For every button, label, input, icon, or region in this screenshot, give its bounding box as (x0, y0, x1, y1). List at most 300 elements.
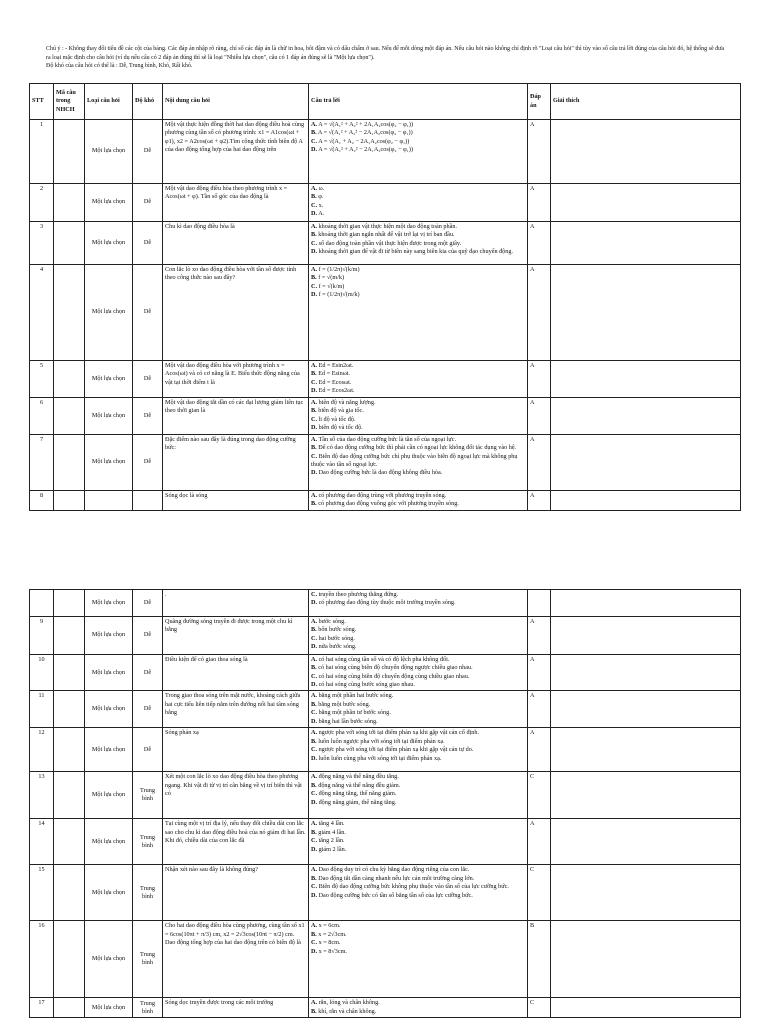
answer-option (311, 883, 525, 891)
table-row (30, 728, 741, 772)
row-correct-answer: A (528, 491, 551, 511)
answer-text: giảm 4 lần. (318, 828, 346, 836)
table-row (30, 921, 741, 998)
row-dokho: Trung bình (133, 772, 163, 819)
answer-text: Ed = Ecosωt. (318, 378, 352, 386)
answer-text: tăng 2 lần. (318, 837, 345, 845)
answer-label: C. (311, 282, 318, 290)
row-dokho: Dễ (133, 120, 163, 184)
row-loai: Một lựa chọn (85, 655, 133, 691)
instruction-line-2: Độ khó của câu hỏi có thể là : Dễ, Trung bình, Khó, Rất khó. (46, 63, 193, 70)
answer-text: ngược pha với sóng tới tại điểm phản xạ khi gặp vật cản tự do. (318, 746, 474, 754)
answer-label: D. (311, 717, 318, 725)
answer-text: khoảng thời gian vật thực hiện một dao động toàn phần. (318, 223, 457, 230)
answer-label: A. (311, 266, 318, 273)
answer-option (311, 820, 525, 828)
row-dokho: Dễ (133, 590, 163, 617)
row-loai: Một lựa chọn (85, 435, 133, 491)
answer-option (311, 656, 525, 664)
header-stt: STT (30, 84, 54, 120)
answer-label: B. (311, 828, 317, 836)
answer-option (311, 469, 525, 477)
row-question: Chu kì dao động điều hòa là (163, 222, 309, 265)
answer-option (311, 846, 525, 854)
row-answers (309, 921, 528, 998)
answer-option (311, 274, 525, 282)
answer-option (311, 892, 525, 900)
row-loai: Một lựa chọn (85, 590, 133, 617)
answer-text: có phương dao động tùy thuộc môi trường truyền sóng. (318, 599, 456, 607)
answer-option (311, 210, 525, 218)
answer-option (311, 729, 525, 737)
answer-text: có hai sóng cùng bước sóng giao nhau. (318, 681, 415, 689)
answer-label: A. (311, 121, 318, 128)
header-dokho: Độ khó (133, 84, 163, 120)
answer-label: D. (311, 599, 318, 607)
question-table-page-2 (29, 589, 741, 1018)
row-question: Một vật dao động tắt dần có các đại lượng giảm liên tục theo thời gian là (163, 398, 309, 435)
answer-text: có hai sóng cùng biên độ chuyển động ngược chiều giao nhau. (318, 664, 473, 672)
answer-text: khoảng thời gian ngắn nhất để vật trở lại vị trí ban đầu. (318, 231, 455, 239)
answer-text: x = 6cm. (318, 922, 341, 930)
table-row (30, 655, 741, 691)
answer-text: biên độ và tốc độ. (318, 424, 363, 432)
table-row (30, 865, 741, 921)
table-row (30, 998, 741, 1018)
row-answers (309, 398, 528, 435)
row-ma (54, 184, 85, 222)
answer-text: bốn bước sóng. (318, 626, 357, 634)
answer-text: có phương dao động trùng với phương truyền sóng. (318, 492, 447, 499)
answer-label: C. (311, 634, 318, 642)
page-break (0, 548, 768, 588)
answer-option (311, 866, 525, 874)
answer-text: động năng tăng, thế năng giảm. (318, 790, 397, 798)
row-ma (54, 728, 85, 772)
answer-text: Dao động tắt dần càng nhanh nếu lực cản môi trường càng lớn. (318, 874, 475, 882)
table-header-row (30, 84, 741, 120)
row-stt: 3 (30, 222, 54, 265)
answer-label: C. (311, 201, 318, 209)
answer-label: C. (311, 672, 318, 680)
answer-label: A. (311, 618, 318, 625)
answer-option (311, 444, 525, 452)
answer-text: bằng hai lần bước sóng. (318, 717, 378, 725)
row-dokho: Dễ (133, 435, 163, 491)
answer-text: động năng và thế năng đều tăng. (318, 773, 399, 781)
header-ma: Mã câu trong NHCH (54, 84, 85, 120)
answer-option (311, 664, 525, 672)
answer-label: C. (311, 239, 318, 247)
answer-label: B. (311, 1007, 317, 1015)
answer-label: B. (311, 626, 317, 634)
row-loai: Một lựa chọn (85, 691, 133, 728)
header-cautraloi: Câu trả lời (309, 84, 528, 120)
row-correct-answer: A (528, 655, 551, 691)
row-correct-answer: B (528, 921, 551, 998)
answer-label: B. (311, 781, 317, 789)
row-answers (309, 222, 528, 265)
answer-label: A. (311, 223, 318, 230)
table-row (30, 691, 741, 728)
row-ma (54, 655, 85, 691)
answer-label: A. (311, 866, 318, 874)
row-ma (54, 921, 85, 998)
row-dokho: Dễ (133, 184, 163, 222)
answer-label: C. (311, 790, 318, 798)
row-explanation (551, 921, 741, 998)
row-explanation (551, 398, 741, 435)
row-explanation (551, 728, 741, 772)
table-row (30, 120, 741, 184)
row-ma (54, 435, 85, 491)
answer-label: D. (311, 210, 318, 218)
answer-option (311, 370, 525, 378)
row-explanation (551, 491, 741, 511)
answer-text: A = √(A₁² + A₂² − 2A₁A₂cos(φ₂ − φ₁)) (318, 146, 414, 154)
row-answers (309, 120, 528, 184)
row-question: Một vật dao động điều hòa với phương trình x = Acos(ωt) và có cơ năng là E. Biểu thức động năng của vật tại thời điểm t là (163, 361, 309, 398)
answer-label: A. (311, 436, 318, 443)
answer-text: bằng một phần hai bước sóng. (318, 692, 394, 700)
row-stt: 16 (30, 921, 54, 998)
answer-option (311, 379, 525, 387)
row-ma (54, 998, 85, 1018)
row-loai: Một lựa chọn (85, 361, 133, 398)
row-answers (309, 590, 528, 617)
table-row (30, 435, 741, 491)
answer-label: D. (311, 146, 318, 154)
row-question: Đặc điểm nào sau đây là đúng trong dao động cưỡng bức: (163, 435, 309, 491)
answer-label: D. (311, 248, 318, 256)
row-correct-answer: A (528, 120, 551, 184)
row-loai (85, 491, 133, 511)
row-dokho: Dễ (133, 728, 163, 772)
row-explanation (551, 222, 741, 265)
answer-label: A. (311, 922, 318, 930)
answer-label: B. (311, 274, 317, 282)
answer-option (311, 387, 525, 395)
answer-option (311, 248, 525, 256)
row-stt: 15 (30, 865, 54, 921)
row-loai: Một lựa chọn (85, 617, 133, 655)
answer-text: A = √(A₁² + A₂² + 2A₁A₂cos(φ₂ − φ₁)) (318, 121, 414, 128)
answer-text: truyền theo phương thẳng đứng. (318, 591, 399, 598)
answer-label: A. (311, 820, 318, 828)
answer-label: D. (311, 469, 318, 477)
answer-text: hai bước sóng. (318, 634, 355, 642)
row-explanation (551, 184, 741, 222)
row-loai: Một lựa chọn (85, 921, 133, 998)
answer-text: luôn luôn ngược pha với sóng tới tại điểm phản xạ. (318, 737, 445, 745)
answer-label: A. (311, 999, 318, 1007)
row-stt: 1 (30, 120, 54, 184)
answer-option (311, 626, 525, 634)
answer-label: B. (311, 444, 317, 452)
answer-label: B. (311, 500, 317, 508)
row-dokho: Trung bình (133, 921, 163, 998)
answer-label: C. (311, 415, 318, 423)
row-question: Cho hai dao động điều hòa cùng phương, cùng tần số x1 = 6cos(10πt + π/3) cm, x2 = 2√3cos(10πt − π/2) cm. Dao động tổng hợp của hai dao động trên có biên độ là (163, 921, 309, 998)
table-row (30, 398, 741, 435)
row-explanation (551, 265, 741, 361)
answer-option (311, 453, 525, 470)
answer-label: A. (311, 773, 318, 781)
row-correct-answer: C (528, 772, 551, 819)
row-question: Sóng dọc truyền được trong các môi trường (163, 998, 309, 1018)
header-dapan: Đáp án (528, 84, 551, 120)
answer-label: D. (311, 291, 318, 299)
answer-label: D. (311, 643, 318, 651)
row-answers (309, 865, 528, 921)
answer-text: Ed = Esin2ωt. (318, 362, 354, 369)
answer-label: A. (311, 362, 318, 369)
answer-label: A. (311, 656, 318, 663)
answer-option (311, 709, 525, 717)
row-question: Trong giao thoa sóng trên mặt nước, khoảng cách giữa hai cực tiểu liên tiếp nằm trên đường nối hai tâm sóng bằng (163, 691, 309, 728)
row-stt: 14 (30, 819, 54, 865)
table-row (30, 617, 741, 655)
row-ma (54, 772, 85, 819)
row-correct-answer: A (528, 265, 551, 361)
answer-text: x = 8√3cm. (318, 947, 347, 955)
row-ma (54, 120, 85, 184)
answer-label: B. (311, 664, 317, 672)
answer-label: A. (311, 729, 318, 737)
answer-label: C. (311, 378, 318, 386)
row-correct-answer: C (528, 998, 551, 1018)
answer-text: rắn, lỏng và chân không. (318, 999, 380, 1007)
row-explanation (551, 120, 741, 184)
question-table-page-1 (29, 83, 741, 511)
answer-text: φ. (318, 193, 324, 201)
row-dokho: Trung bình (133, 819, 163, 865)
row-ma (54, 398, 85, 435)
answer-label: C. (311, 137, 318, 145)
row-loai: Một lựa chọn (85, 998, 133, 1018)
answer-option (311, 407, 525, 415)
answer-option (311, 202, 525, 210)
answer-option (311, 185, 525, 193)
row-question: Xét một con lắc lò xo dao động điều hòa theo phương ngang. Khi vật đi từ vị trí cân bằng về vị trí biên thì vật có (163, 772, 309, 819)
row-answers (309, 772, 528, 819)
header-noidung: Nội dung câu hỏi (163, 84, 309, 120)
answer-option (311, 193, 525, 201)
row-stt: 5 (30, 361, 54, 398)
row-loai: Một lựa chọn (85, 728, 133, 772)
answer-option (311, 782, 525, 790)
row-correct-answer: A (528, 617, 551, 655)
row-ma (54, 265, 85, 361)
answer-text: x = 2√3cm. (318, 930, 347, 938)
answer-label: A. (311, 185, 318, 192)
row-loai: Một lựa chọn (85, 222, 133, 265)
answer-option (311, 129, 525, 137)
answer-option (311, 790, 525, 798)
instruction-line-1: Chú ý : - Không thay đổi tiêu đề các cột của bảng. Các đáp án nhập rõ ràng, chỉ số các đáp án là chữ in hoa, bôi đậm và có dấu chấm ở sau. Nếu để mỗi dòng một đáp án. Nếu câu hỏi nào không chỉ định rõ "Loại câu hỏi" thì tùy vào số câu trả lời đúng của câu hỏi đó, hệ thống sẽ đưa ra loại mặc định cho câu hỏi (ví dụ nếu câu có 2 đáp án đúng thì sẽ là loại "Nhiều lựa chọn", câu có 1 đáp án đúng sẽ là "Một lựa chọn"). (46, 46, 725, 61)
answer-option (311, 618, 525, 626)
row-loai: Một lựa chọn (85, 865, 133, 921)
answer-option (311, 591, 525, 599)
answer-label: C. (311, 939, 318, 947)
row-correct-answer: A (528, 398, 551, 435)
row-answers (309, 617, 528, 655)
header-giaithich: Giải thích (551, 84, 741, 120)
answer-text: có phương dao động vuông góc với phương truyền sóng. (318, 500, 459, 508)
row-question: Sóng phản xạ (163, 728, 309, 772)
answer-option (311, 799, 525, 807)
answer-text: Tần số của dao động cưỡng bức là tần số của ngoại lực. (318, 436, 457, 443)
row-question: Một vật thực hiện đồng thời hai dao động điều hoà cùng phương cùng tần số có phương trình: x1 = A1cos(ωt + φ1), x2 = A2cos(ωt + φ2).Tìm công thức tính biên độ A của dao động tổng hợp của hai dao động trên (163, 120, 309, 184)
row-dokho: Trung bình (133, 865, 163, 921)
row-answers (309, 265, 528, 361)
row-explanation (551, 361, 741, 398)
table-row (30, 491, 741, 511)
answer-text: A = √(A₁ + A₂ − 2A₁A₂cos(φ₂ − φ₁)) (318, 137, 410, 145)
row-answers (309, 998, 528, 1018)
row-correct-answer: A (528, 435, 551, 491)
answer-label: C. (311, 591, 318, 598)
row-dokho: Dễ (133, 398, 163, 435)
answer-option (311, 701, 525, 709)
table-row (30, 265, 741, 361)
row-explanation (551, 819, 741, 865)
answer-text: x = 8cm. (318, 939, 341, 947)
answer-option (311, 922, 525, 930)
row-answers (309, 728, 528, 772)
row-answers (309, 691, 528, 728)
row-question: Nhận xét nào sau đây là không đúng? (163, 865, 309, 921)
answer-text: Ed = Esinωt. (318, 370, 351, 378)
row-question: Con lắc lò xo dao động điều hòa với tần số được tính theo công thức nào sau đây? (163, 265, 309, 361)
answer-text: A. (318, 210, 325, 218)
answer-option (311, 829, 525, 837)
row-correct-answer: A (528, 184, 551, 222)
answer-option (311, 266, 525, 274)
answer-text: Dao động cưỡng bức là dao động không điều hòa. (318, 469, 443, 477)
row-explanation (551, 435, 741, 491)
answer-text: động năng giảm, thế năng tăng. (318, 798, 397, 806)
answer-label: C. (311, 709, 318, 717)
row-dokho: Dễ (133, 265, 163, 361)
row-ma (54, 865, 85, 921)
answer-text: ω. (318, 185, 325, 192)
answer-text: Biên độ dao động cưỡng bức không phụ thuộc vào tần số của lực cưỡng bức. (318, 883, 509, 891)
answer-text: ngược pha với sóng tới tại điểm phản xạ khi gặp vật cản cố định. (318, 729, 479, 737)
answer-text: luôn luôn cùng pha với sóng tới tại điểm phản xạ. (318, 754, 442, 762)
answer-option (311, 673, 525, 681)
answer-label: D. (311, 424, 318, 432)
answer-option (311, 399, 525, 407)
header-loai: Loại câu hỏi (85, 84, 133, 120)
answer-text: biên độ và gia tốc. (318, 407, 364, 415)
row-stt: 17 (30, 998, 54, 1018)
answer-option (311, 875, 525, 883)
answer-option (311, 240, 525, 248)
row-correct-answer (528, 590, 551, 617)
table-row (30, 222, 741, 265)
answer-label: C. (311, 746, 318, 754)
answer-option (311, 283, 525, 291)
answer-text: khoảng thời gian để vật đi từ biên này sang biên kia của quỹ đạo chuyển động. (318, 248, 514, 256)
answer-text: khí, rắn và chân không. (318, 1007, 377, 1015)
row-answers (309, 435, 528, 491)
answer-text: có hai sóng cùng biên độ chuyển động cùng chiều giao nhau. (318, 672, 470, 680)
answer-text: Để có dao động cưỡng bức thì phải cần có ngoại lực không đổi tác dụng vào hệ. (318, 444, 517, 452)
row-explanation (551, 691, 741, 728)
row-stt: 2 (30, 184, 54, 222)
answer-label: B. (311, 407, 317, 415)
answer-label: B. (311, 231, 317, 239)
answer-option (311, 1008, 525, 1016)
answer-option (311, 121, 525, 129)
row-explanation (551, 617, 741, 655)
answer-text: f = √(k/m) (318, 282, 345, 290)
answer-label: B. (311, 700, 317, 708)
answer-text: tăng 4 lần. (318, 820, 345, 828)
row-stt: 10 (30, 655, 54, 691)
row-dokho: Dễ (133, 691, 163, 728)
row-loai: Một lựa chọn (85, 120, 133, 184)
row-question: Tại cùng một vị trí địa lý, nếu thay đổi chiều dài con lắc sao cho chu kì dao động điều hoà của nó giảm đi hai lần. Khi đó, chiều dài của con lắc đã (163, 819, 309, 865)
row-question: . (163, 590, 309, 617)
row-answers (309, 184, 528, 222)
answer-option (311, 931, 525, 939)
answer-text: Dao động cưỡng bức có tần số bằng tần số của lực cưỡng bức. (318, 891, 473, 899)
answer-option (311, 755, 525, 763)
row-dokho: Dễ (133, 655, 163, 691)
answer-label: C. (311, 837, 318, 845)
row-stt (30, 590, 54, 617)
row-answers (309, 655, 528, 691)
row-correct-answer: C (528, 865, 551, 921)
row-correct-answer: A (528, 728, 551, 772)
row-dokho: Trung bình (133, 998, 163, 1018)
answer-text: f = (1/2π)√(k/m) (318, 266, 360, 273)
answer-option (311, 416, 525, 424)
row-stt: 11 (30, 691, 54, 728)
row-loai: Một lựa chọn (85, 184, 133, 222)
answer-text: A = √(A₁² + A₂² − 2A₁A₂cos(φ₂ − φ₁)) (317, 129, 413, 137)
answer-label: A. (311, 399, 318, 406)
answer-option (311, 718, 525, 726)
answer-option (311, 681, 525, 689)
answer-option (311, 746, 525, 754)
row-stt: 8 (30, 491, 54, 511)
answer-text: bằng một phần tư bước sóng. (318, 709, 391, 717)
row-correct-answer: A (528, 222, 551, 265)
row-ma (54, 819, 85, 865)
page-2 (0, 588, 768, 1024)
answer-option (311, 939, 525, 947)
row-answers (309, 491, 528, 511)
table-row (30, 361, 741, 398)
answer-option (311, 599, 525, 607)
table-row (30, 819, 741, 865)
row-question: Quãng đường sóng truyền đi được trong một chu kì bằng (163, 617, 309, 655)
row-answers (309, 819, 528, 865)
answer-option (311, 738, 525, 746)
answer-text: Biên độ dao động cưỡng bức chỉ phụ thuộc vào biên độ ngoại lực mà không phụ thuộc vào tần số ngoại lực. (311, 452, 518, 469)
row-stt: 9 (30, 617, 54, 655)
answer-option (311, 362, 525, 370)
answer-label: D. (311, 754, 318, 762)
answer-label: D. (311, 681, 318, 689)
row-loai: Một lựa chọn (85, 772, 133, 819)
answer-label: B. (311, 737, 317, 745)
answer-option (311, 424, 525, 432)
row-ma (54, 491, 85, 511)
